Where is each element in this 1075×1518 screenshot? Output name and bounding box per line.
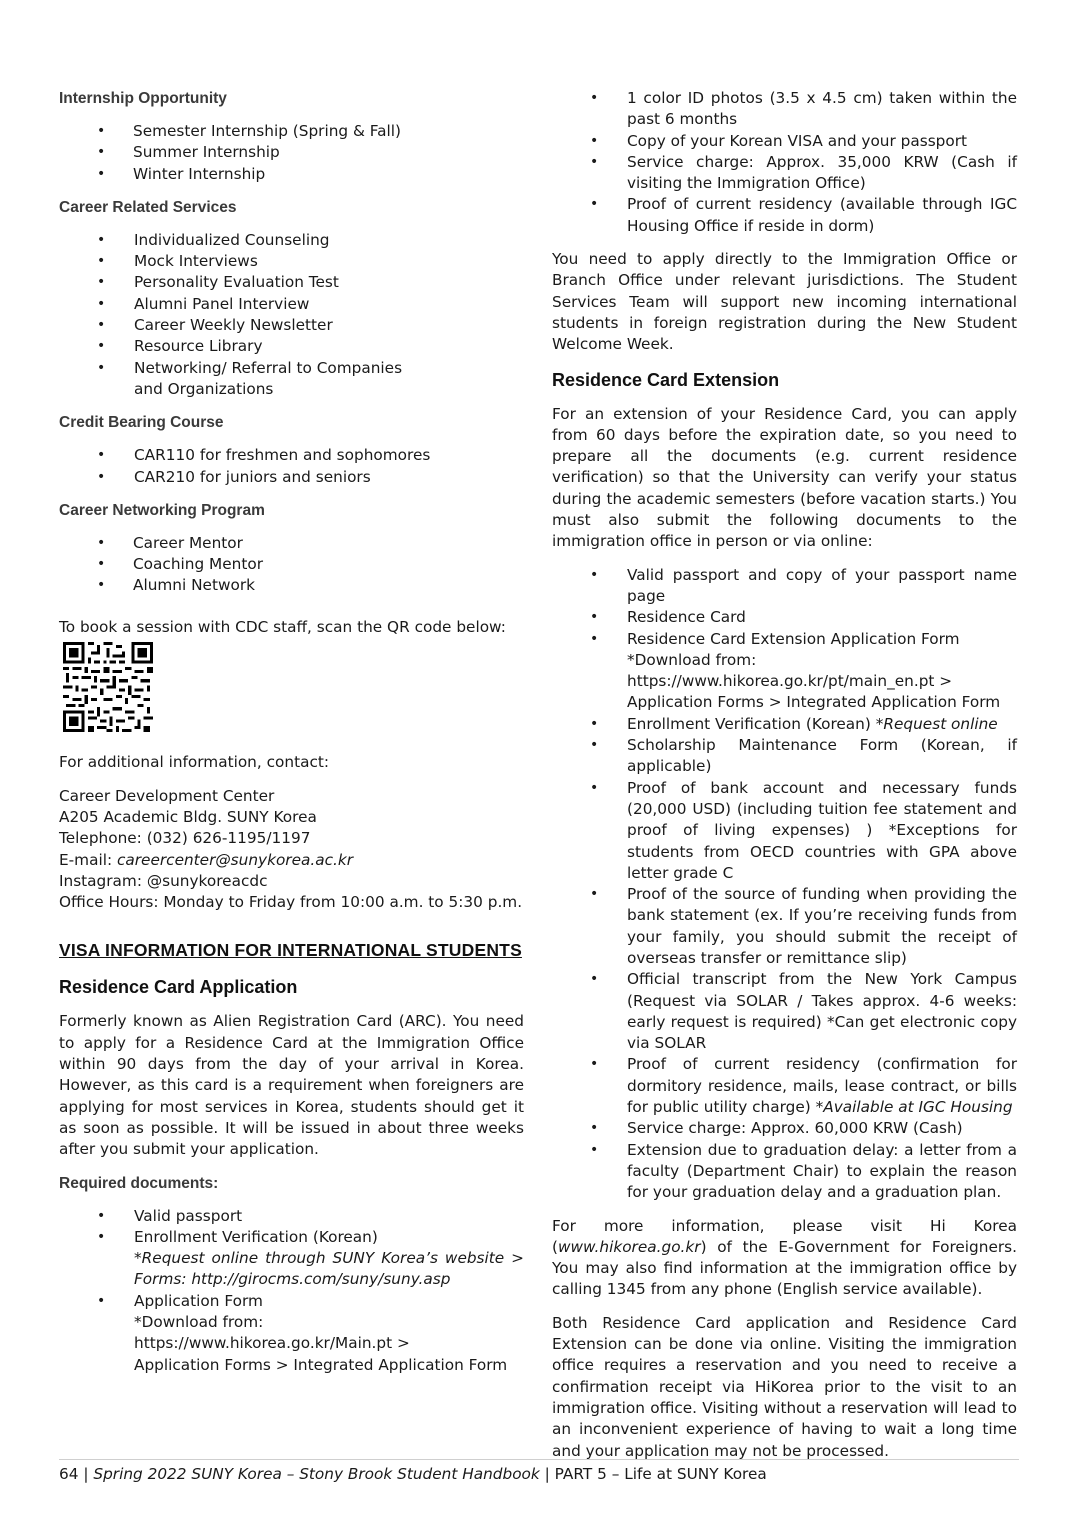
contact-instagram: Instagram: @sunykoreacdc [59, 871, 268, 890]
doc-url[interactable]: https://www.hikorea.go.kr/Main.pt > [134, 1334, 410, 1353]
required-docs-continued [552, 88, 1017, 237]
contact-email-line [59, 850, 524, 871]
career-services-heading: Career Related Services [59, 198, 237, 216]
doc-note: *Available at IGC Housing [815, 1098, 1013, 1117]
list-item: • Residence Card [552, 607, 1017, 628]
list-item [552, 1054, 1017, 1118]
credit-course-list [59, 445, 524, 488]
doc-note: *Request online [875, 714, 998, 733]
doc-label: Enrollment Verification (Korean) [627, 714, 876, 733]
list-item: • Summer Internship [59, 142, 524, 163]
residence-app-heading: Residence Card Application [59, 977, 298, 998]
doc-note: *Download from: [134, 1312, 264, 1331]
list-item: • Networking/ Referral to Companies and Organizations [59, 358, 524, 401]
list-item: • Valid passport and copy of your passport name page [552, 565, 1017, 608]
more-info-paragraph [552, 1216, 1017, 1301]
list-item: • Service charge: Approx. 60,000 KRW (Cash) [552, 1118, 1017, 1139]
required-docs-heading: Required documents: [59, 1174, 219, 1192]
footer-separator: | [539, 1465, 555, 1483]
contact-telephone: Telephone: (032) 626-1195/1197 [59, 829, 311, 848]
networking-program-list [59, 533, 524, 597]
doc-path: Application Forms > Integrated Application Form [134, 1355, 508, 1374]
footer-separator: | [78, 1465, 94, 1483]
doc-note: *Download from: [627, 650, 757, 669]
page-number: 64 [59, 1465, 79, 1483]
list-item [59, 1291, 524, 1376]
contact-address: A205 Academic Bldg. SUNY Korea [59, 807, 317, 826]
handbook-title: Spring 2022 SUNY Korea – Stony Brook Student Handbook [93, 1465, 540, 1483]
visa-section-heading: VISA INFORMATION FOR INTERNATIONAL STUDENTS [59, 940, 522, 961]
internship-list [59, 121, 524, 185]
list-item: • Copy of your Korean VISA and your passport [552, 131, 1017, 152]
list-item: • Career Weekly Newsletter [59, 315, 524, 336]
doc-label: • Application Form [134, 1291, 263, 1310]
list-item: • Winter Internship [59, 164, 524, 185]
list-item: • CAR110 for freshmen and sophomores [59, 445, 524, 466]
page-footer [59, 1459, 1019, 1484]
qr-instruction: To book a session with CDC staff, scan the QR code below: [59, 617, 506, 636]
more-info-text: For more information, please visit Hi Korea ( [552, 1216, 1017, 1256]
list-item: • Official transcript from the New York Campus (Request via SOLAR / Takes approx. 4-6 weeks: early request is required) *Can get electronic copy via SOLAR [552, 969, 1017, 1054]
networking-program-heading: Career Networking Program [59, 501, 265, 519]
list-item: • Career Mentor [59, 533, 524, 554]
qr-code-image[interactable] [63, 642, 153, 732]
list-item: • Alumni Network [59, 575, 524, 596]
extension-paragraph: For an extension of your Residence Card, you can apply from 60 days before the expiration date, so you need to prepare all the documents (e.g. current residence verification) so that the University can verify your status during the academic semesters (before vacation starts.) You must also submit the following documents to the immigration office in person or via online: [552, 404, 1017, 551]
contact-intro: For additional information, contact: [59, 753, 330, 772]
list-item: • Coaching Mentor [59, 554, 524, 575]
contact-email-link[interactable]: careercenter@sunykorea.ac.kr [116, 850, 354, 869]
list-item: • Valid passport [59, 1206, 524, 1227]
doc-path: Application Forms > Integrated Application Form [627, 693, 1001, 712]
list-item [59, 1227, 524, 1291]
contact-block [59, 786, 524, 914]
internship-heading: Internship Opportunity [59, 90, 227, 107]
extension-heading: Residence Card Extension [552, 369, 780, 390]
more-info-text: ) of the E-Government for Foreigners. You may also find information at the immigration office by calling 1345 from any phone (English service available). [552, 1237, 1017, 1299]
list-item: • Individualized Counseling [59, 230, 524, 251]
doc-label: • Enrollment Verification (Korean) [134, 1227, 378, 1246]
list-item: • Scholarship Maintenance Form (Korean, if applicable) [552, 735, 1017, 778]
doc-label: • Residence Card Extension Application Form [627, 629, 960, 648]
credit-course-heading: Credit Bearing Course [59, 414, 224, 432]
required-docs-list [59, 1206, 524, 1376]
extension-docs-list [552, 565, 1017, 1204]
list-item: • Alumni Panel Interview [59, 294, 524, 315]
list-item: • 1 color ID photos (3.5 x 4.5 cm) taken within the past 6 months [552, 88, 1017, 131]
list-item: • CAR210 for juniors and seniors [59, 467, 524, 488]
list-item [552, 714, 1017, 735]
left-column [59, 88, 524, 1388]
right-column [552, 88, 1017, 1474]
list-item: • Mock Interviews [59, 251, 524, 272]
list-item: • Semester Internship (Spring & Fall) [59, 121, 524, 142]
apply-paragraph: You need to apply directly to the Immigration Office or Branch Office under relevant jurisdictions. The Student Services Team will support new incoming international students in foreign registration during the New Student Welcome Week. [552, 250, 1017, 354]
contact-email-label: E-mail: [59, 850, 117, 869]
online-paragraph: Both Residence Card application and Residence Card Extension can be done via online. Visiting the immigration office requires a reservation and you need to receive a confirmation receipt via HiKorea prior to the visit to an immigration office. Visiting without a reservation will lead to an inconvenient experience of having to wait a long time and your application may not be processed. [552, 1313, 1017, 1460]
list-item: • Proof of bank account and necessary funds (20,000 USD) (including tuition fee statement and proof of living expenses) ) *Exceptions for students from OECD countries with GPA above letter grade C [552, 778, 1017, 884]
part-title: PART 5 – Life at SUNY Korea [554, 1465, 767, 1483]
doc-url[interactable]: https://www.hikorea.go.kr/pt/main_en.pt > [627, 672, 953, 691]
contact-name: Career Development Center [59, 786, 275, 805]
hikorea-link[interactable]: www.hikorea.go.kr [557, 1237, 701, 1256]
doc-label: Proof of current residency (confirmation for dormitory residence, mails, lease contract, or bills for public utility charge) [627, 1055, 1017, 1117]
list-item: • Service charge: Approx. 35,000 KRW (Cash if visiting the Immigration Office) [552, 152, 1017, 195]
doc-note[interactable]: *Request online through SUNY Korea’s website > Forms: http://girocms.com/suny/suny.asp [134, 1249, 524, 1289]
list-item: • Proof of current residency (available through IGC Housing Office if reside in dorm) [552, 194, 1017, 237]
contact-hours: Office Hours: Monday to Friday from 10:00 a.m. to 5:30 p.m. [59, 893, 523, 912]
residence-app-paragraph: Formerly known as Alien Registration Card (ARC). You need to apply for a Residence Card at the Immigration Office within 90 days from the day of your arrival in Korea. However, as this card is a requirement when foreigners are applying for most services in Korea, students should get it as soon as possible. It will be issued in about three weeks after you submit your application. [59, 1012, 524, 1159]
list-item: • Resource Library [59, 336, 524, 357]
career-services-list [59, 230, 524, 400]
list-item: • Extension due to graduation delay: a letter from a faculty (Department Chair) to explain the reason for your graduation delay and a graduation plan. [552, 1140, 1017, 1204]
list-item [552, 629, 1017, 714]
list-item: • Proof of the source of funding when providing the bank statement (ex. If you’re receiving funds from your family, you should submit the receipt of overseas transfer or remittance slip) [552, 884, 1017, 969]
list-item: • Personality Evaluation Test [59, 272, 524, 293]
